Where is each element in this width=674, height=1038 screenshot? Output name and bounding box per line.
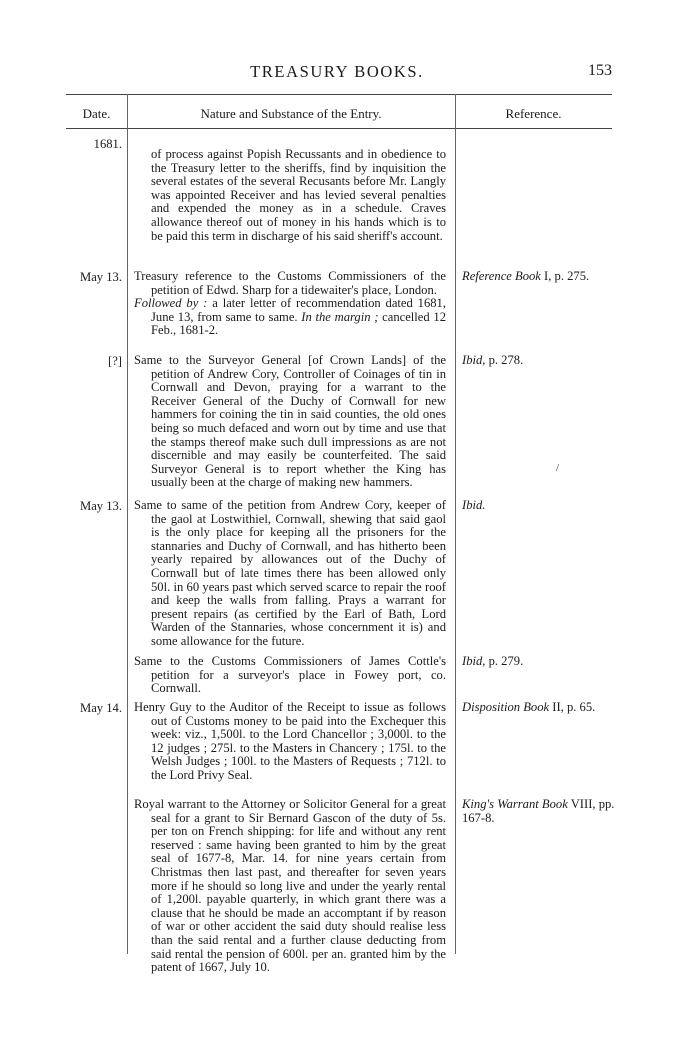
- reference-title: King's Warrant Book: [462, 797, 568, 811]
- entry-reference: [462, 655, 622, 669]
- column-divider-date: [127, 94, 128, 954]
- running-title: TREASURY BOOKS.: [250, 62, 424, 81]
- entry-paragraph: Henry Guy to the Auditor of the Receipt to issue as follows out of Customs money to be paid into the Exchequer this week: viz., 1,500l. to the Lord Chancellor ; 3,000l. to the 12 judges ; 275l. to the Masters in Chancery ; 175l. to the Welsh Judges ; 100l. to the Masters of Requests ; 712l. to the Lord Privy Seal.: [134, 700, 446, 782]
- reference-detail: p. 279.: [485, 654, 524, 668]
- page-number: 153: [588, 62, 612, 79]
- entry-text: [134, 499, 446, 649]
- column-divider-reference: [455, 94, 456, 954]
- column-header-nature: Nature and Substance of the Entry.: [200, 106, 382, 121]
- margin-label: In the margin ;: [301, 309, 379, 324]
- reference-title: Disposition Book: [462, 700, 550, 714]
- entry-date: [?]: [108, 354, 122, 368]
- reference-detail: I, p. 275.: [540, 269, 590, 283]
- reference-title: Ibid,: [462, 353, 486, 367]
- entry-date: May 13.: [80, 499, 122, 513]
- entry-paragraph: Same to the Customs Commissioners of James Cottle's petition for a surveyor's place in Fowey port, co. Cornwall.: [134, 654, 446, 696]
- entry-reference: [462, 701, 622, 715]
- entry-text: [134, 354, 446, 490]
- entry-date: 1681.: [93, 137, 122, 151]
- entry-text: [134, 148, 446, 243]
- entry-date: May 13.: [80, 270, 122, 284]
- header-rule: [66, 128, 612, 129]
- entry-reference: [462, 270, 622, 284]
- followed-by-label: Followed by :: [134, 296, 208, 311]
- reference-title: Ibid.: [462, 498, 486, 512]
- entry-reference: [462, 798, 622, 825]
- entry-text: [134, 270, 446, 338]
- entry-paragraph: Same to the Surveyor General [of Crown Lands] of the petition of Andrew Cory, Controller of Coinages of tin in Cornwall and Devon, praying for a warrant to the Receiver General of the Duchy of Cornwall for new hammers for coining the tin in said counties, the old ones being so much defaced and worn out by time and use that the stamps thereof make such dull impressions as are not discernible and may easily be counterfeited. The said Surveyor General is to report whether the King has usually been at the charge of making new hammers.: [134, 353, 446, 490]
- followed-by-note: [134, 297, 446, 338]
- reference-detail: VIII, pp. 167-8.: [462, 797, 615, 825]
- entry-paragraph: Same to same of the petition from Andrew Cory, keeper of the gaol at Lostwithiel, Cornwall, shewing that said gaol is the only place for keeping all the prisoners for the stannaries and Duchy of Cornwall, and has hitherto been yearly repaired by allowances out of the Duchy of Cornwall but of late times there has been allowed only 50l. in 60 years past which served scarce to repair the roof and keep the walls from falling. Prays a warrant for present repairs (as certified by the Earl of Bath, Lord Warden of the Stannaries, whose concernment it is) and some allowance for the future.: [134, 498, 446, 648]
- entry-reference: [462, 354, 622, 368]
- entry-reference: [462, 499, 622, 513]
- stray-mark: /: [556, 462, 560, 474]
- entry-paragraph: Treasury reference to the Customs Commissioners of the petition of Edwd. Sharp for a tidewaiter's place, London.: [134, 269, 446, 297]
- followed-by-text: a later letter of recommendation dated 1681, June 13, from same to same.: [151, 296, 446, 324]
- entry-paragraph: Royal warrant to the Attorney or Solicitor General for a great seal for a grant to Sir Bernard Gascon of the duty of 5s. per ton on French shipping: for life and without any rent reserved : same having been granted to him by the great seal of 1677-8, Mar. 14. for nine years certain from Christmas then last past, and thereafter for seven years more if he should so long live and under the yearly rental of 1,200l. payable quarterly, in which grant there was a clause that he should be made an accomptant if by reason of war or other accident the said duty should realise less than the said rental and a further clause deducting from said rental the pension of 600l. per an. granted him by the patent of 1667, July 10.: [134, 797, 446, 975]
- entry-date: May 14.: [80, 701, 122, 715]
- column-header-date: Date.: [82, 106, 111, 121]
- reference-detail: p. 278.: [485, 353, 524, 367]
- entry-text: [134, 701, 446, 783]
- reference-title: Reference Book: [462, 269, 541, 283]
- margin-text: cancelled 12 Feb., 1681-2.: [151, 309, 446, 338]
- column-header-reference: Reference.: [505, 106, 562, 121]
- table-top-rule: [66, 94, 612, 95]
- entry-text: [134, 798, 446, 975]
- entry-text: [134, 655, 446, 696]
- entry-paragraph: of process against Popish Recussants and in obedience to the Treasury letter to the sheriffs, find by inquisition the several estates of the several Recusants before Mr. Langly was appointed Receiver and has levied several penalties and expended the money as in a schedule. Craves allowance thereof out of money in his hands which is to be paid this term in discharge of his said sheriff's account.: [151, 147, 446, 243]
- reference-detail: II, p. 65.: [549, 700, 596, 714]
- reference-title: Ibid,: [462, 654, 486, 668]
